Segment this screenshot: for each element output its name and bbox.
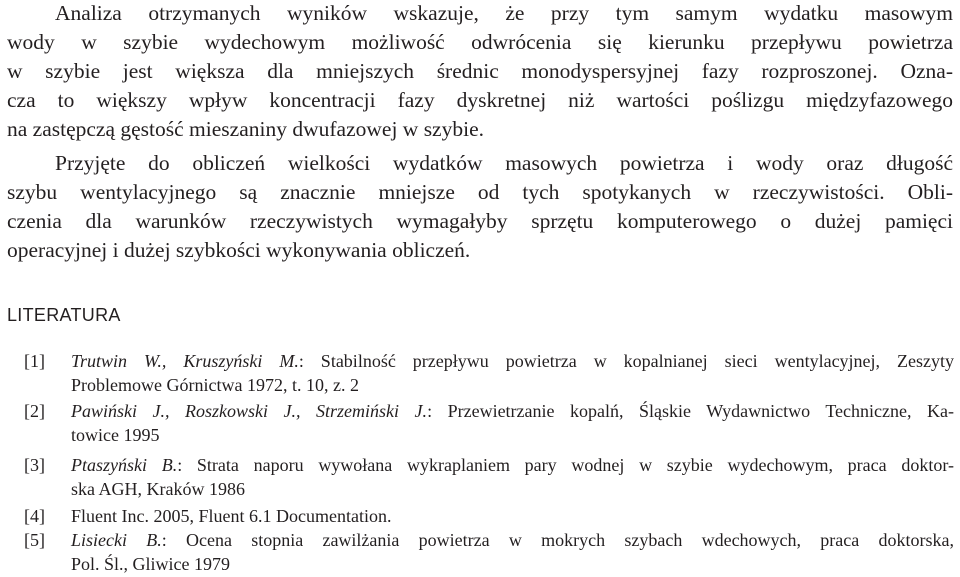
reference-text: Fluent Inc. 2005, Fluent 6.1 Documentation. [71,506,392,526]
reference-number: [4] [24,506,45,526]
reference-continuation: Pol. Śl., Gliwice 1979 [71,554,231,574]
reference-number: [5] [24,530,45,550]
reference-line [71,454,954,476]
paragraph-line: Analiza otrzymanych wyników wskazuje, że przy tym samym wydatku masowym [55,1,953,25]
paragraph-line: na zastępczą gęstość mieszaniny dwufazowej w szybie. [7,117,484,141]
reference-authors: Ptaszyński B. [71,455,178,475]
reference-authors: Trutwin W., Kruszyński M. [71,351,299,371]
reference-authors: Lisiecki B. [71,530,162,550]
paragraph-line: operacyjnej i dużej szybkości wykonywania obliczeń. [7,238,471,262]
paragraph-line: czenia dla warunków rzeczywistych wymagałyby sprzętu komputerowego o dużej pamięci [7,209,953,233]
reference-number: [1] [24,351,45,371]
reference-continuation: Problemowe Górnictwa 1972, t. 10, z. 2 [71,375,359,395]
reference-line [71,350,954,372]
reference-continuation: ska AGH, Kraków 1986 [71,479,245,499]
reference-continuation: towice 1995 [71,425,160,445]
reference-number: [2] [24,401,45,421]
reference-line [71,400,954,422]
reference-text: : Strata naporu wywołana wykraplaniem pary wodnej w szybie wydechowym, praca doktor- [177,455,954,475]
paragraph-line: szybu wentylacyjnego są znacznie mniejsze od tych spotykanych w rzeczywistości. Obli- [7,180,953,204]
paragraph-line: Przyjęte do obliczeń wielkości wydatków masowych powietrza i wody oraz długość [55,151,953,175]
reference-authors: Pawiński J., Roszkowski J., Strzemiński J. [71,401,428,421]
reference-line [71,529,954,551]
paragraph-line: w szybie jest większa dla mniejszych średnic monodyspersyjnej fazy rozproszonej. Ozna- [7,59,953,83]
reference-text: : Stabilność przepływu powietrza w kopalnianej sieci wentylacyjnej, Zeszyty [298,351,955,371]
paragraph-line: wody w szybie wydechowym możliwość odwrócenia się kierunku przepływu powietrza [7,30,953,54]
paragraph-line: cza to większy wpływ koncentracji fazy dyskretnej niż wartości poślizgu międzyfazowego [7,88,953,112]
reference-text: : Przewietrzanie kopalń, Śląskie Wydawnictwo Techniczne, Ka- [427,401,955,421]
reference-number: [3] [24,455,45,475]
reference-text: : Ocena stopnia zawilżania powietrza w mokrych szybach wdechowych, praca doktorska, [161,530,954,550]
reference-line [71,505,954,527]
literature-heading: LITERATURA [7,305,121,325]
